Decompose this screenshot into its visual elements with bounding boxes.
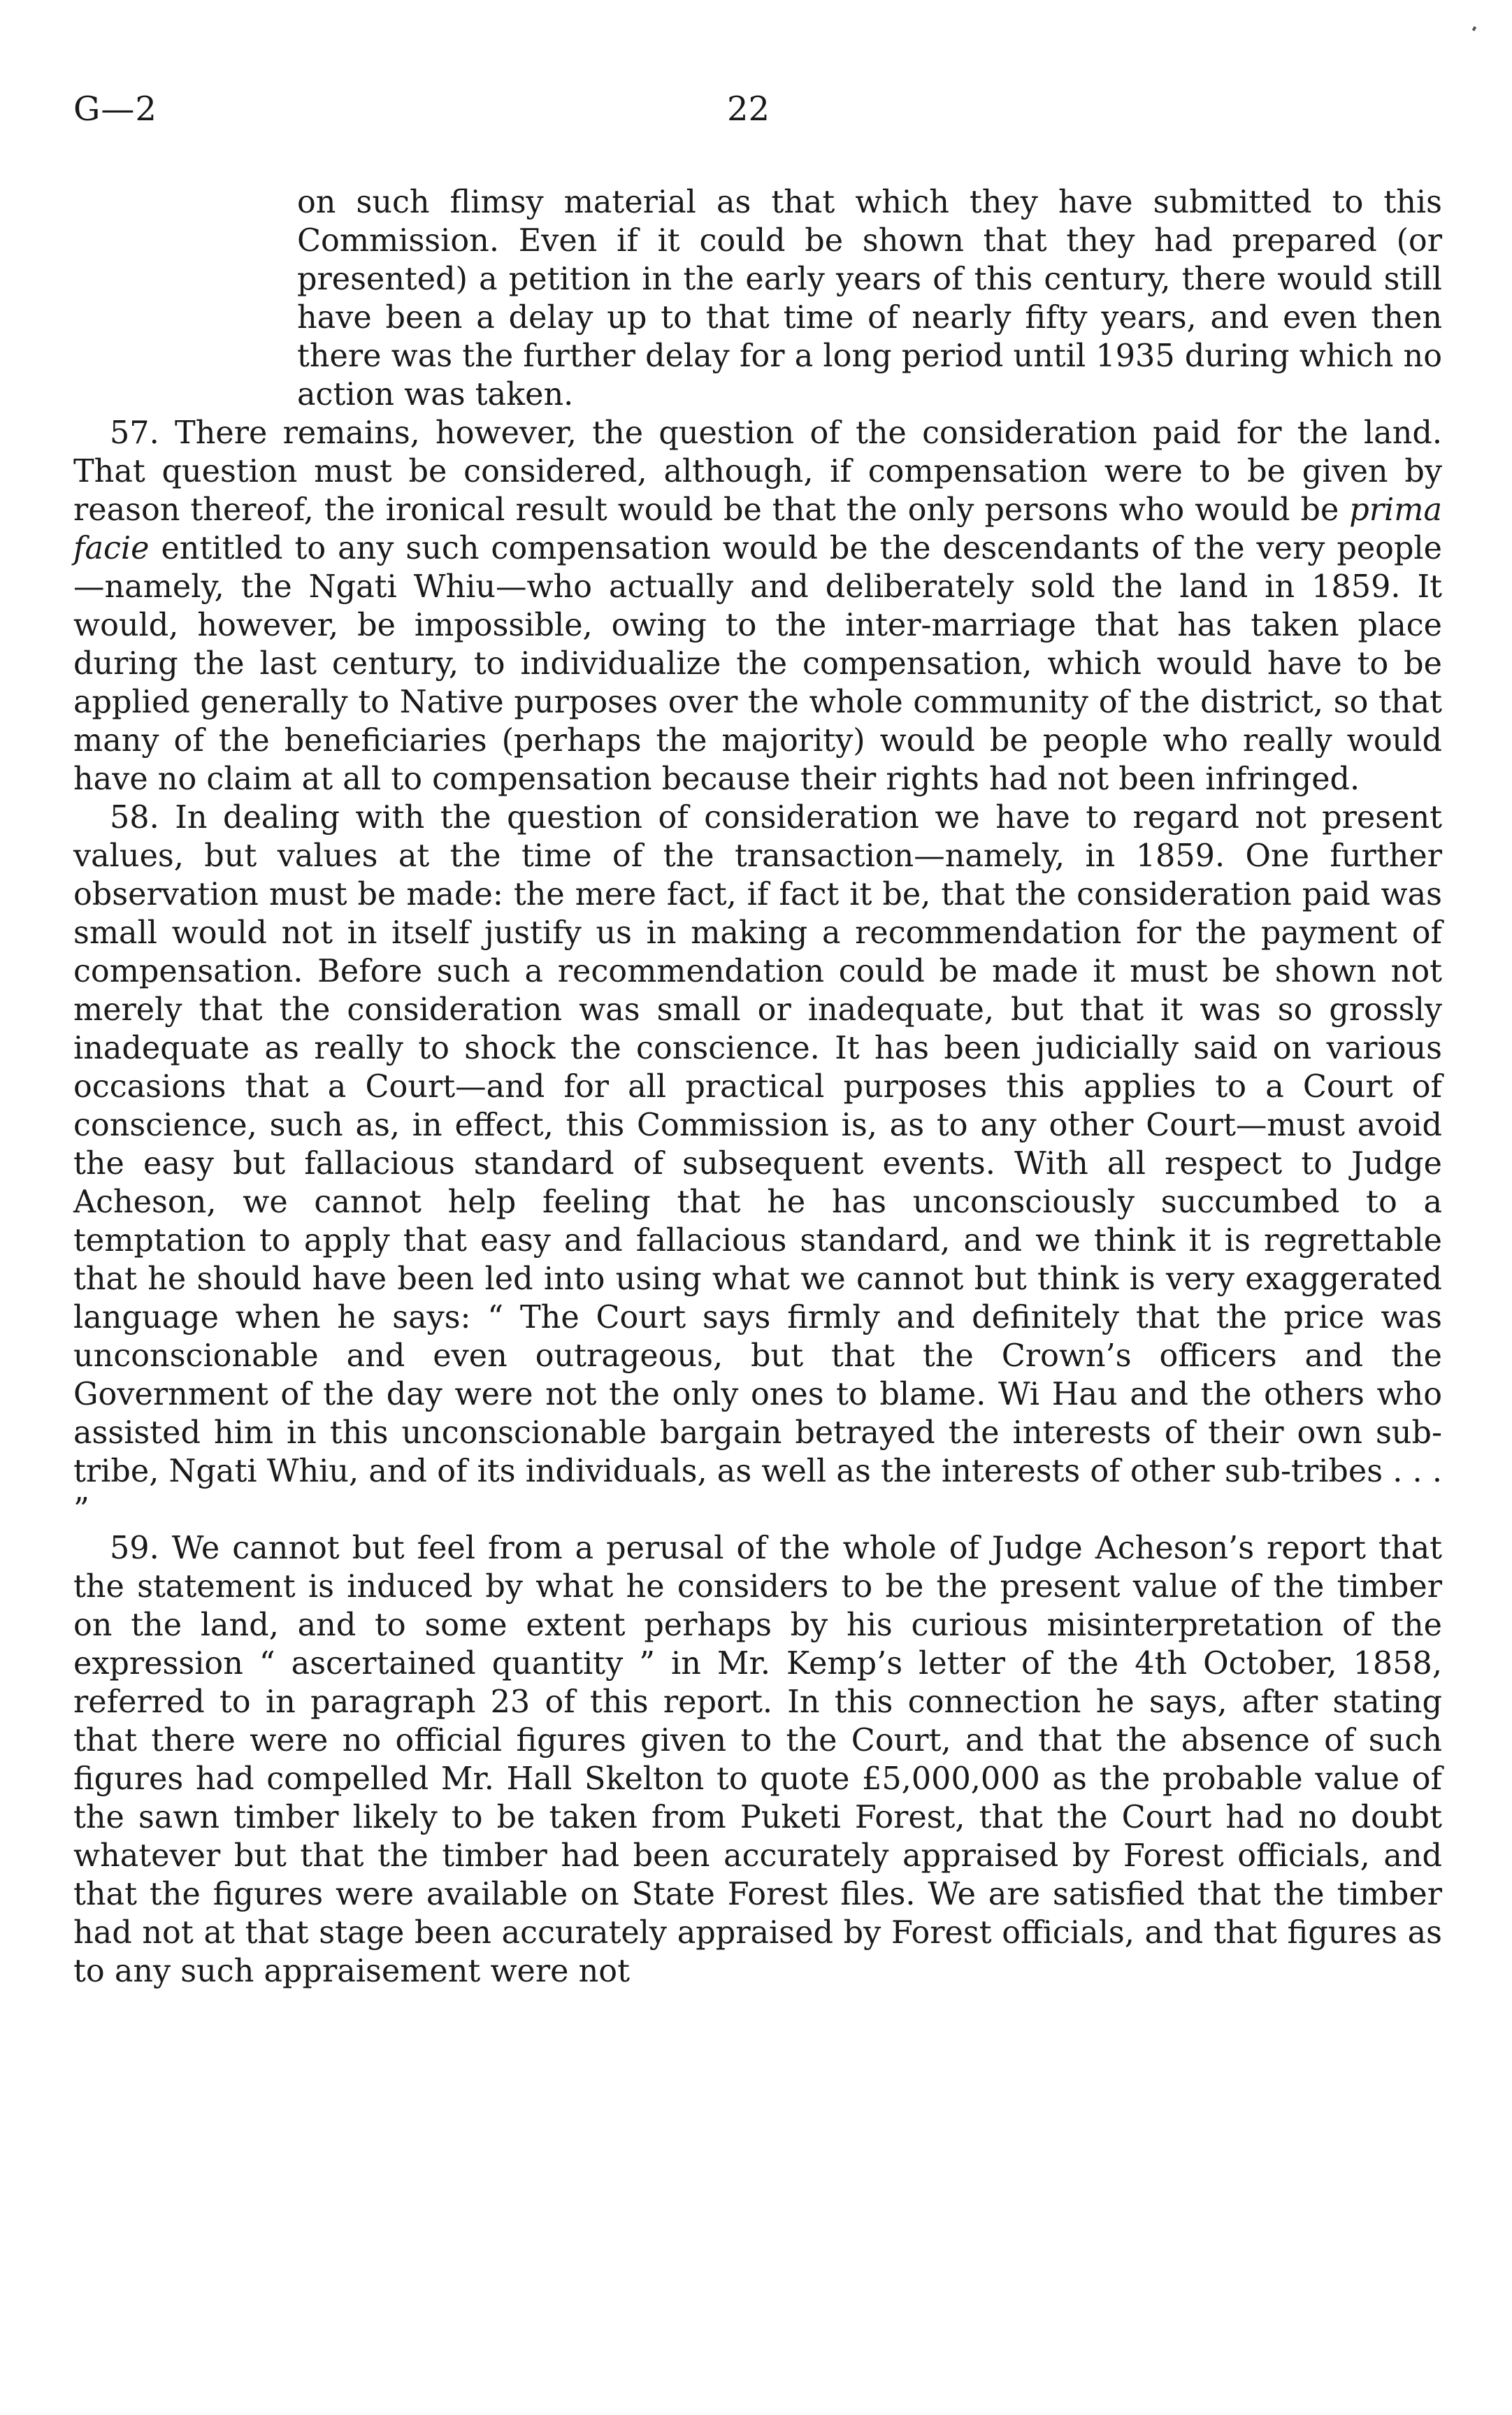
paragraph-number: 58. <box>110 800 159 836</box>
paragraph-text: In dealing with the question of consideration we have to regard not present values, but values at the time of the transaction—namely, in 1859. One further observation must be made: the mere fact, if fact it be, that the consideration paid was small would not in itself justify us in making a recommendation for the payment of compensation. Before such a recommendation could be made it must be shown not merely that the consideration was small or inadequate, but that it was so grossly inadequate as really to shock the conscience. It has been judicially said on various occasions that a Court—and for all practical purposes this applies to a Court of conscience, such as, in effect, this Commission is, as to any other Court—must avoid the easy but fallacious standard of subsequent events. With all respect to Judge Acheson, we cannot help feeling that he has unconsciously succumbed to a temptation to apply that easy and fallacious standard, and we think it is regrettable that he should have been led into using what we cannot but think is very exaggerated language when he says: “ The Court says firmly and definitely that the price was unconscionable and even outrageous, but that the Crown’s officers and the Government of the day were not the only ones to blame. Wi Hau and the others who assisted him in this unconscionable bargain betrayed the interests of their own sub-tribe, Ngati Whiu, and of its individuals, as well as the interests of other sub-tribes . . . ” <box>73 800 1442 1528</box>
page-header <box>73 89 1443 145</box>
page-number: 22 <box>727 89 770 129</box>
paragraph-text-part: entitled to any such compensation would be the descendants of the very people—namely, the Ngati Whiu—who actually and deliberately sold the land in 1859. It would, however, be impossible, owing to the inter-marriage that has taken place during the last century, to individualize the compensation, which would have to be applied generally to Native purposes over the whole community of the district, so that many of the beneficiaries (perhaps the majority) would be people who really would have no claim at all to compensation because their rights had not been infringed. <box>73 531 1442 797</box>
paragraph-number: 59. <box>110 1531 159 1566</box>
paragraph-59 <box>73 1529 1442 1991</box>
margin-mark <box>1472 26 1476 31</box>
paragraph-number: 57. <box>110 415 159 451</box>
paragraph-text-part: There remains, however, the question of the consideration paid for the land. That question must be considered, although, if compensation were to be given by reason thereof, the ironical result would be that the only persons who would be <box>73 415 1442 528</box>
paragraph-57 <box>73 414 1442 798</box>
paragraph-58 <box>73 798 1442 1529</box>
paragraph-text: We cannot but feel from a perusal of the whole of Judge Acheson’s report that the statement is induced by what he considers to be the present value of the timber on the land, and to some extent perhaps by his curious misinterpretation of the expression “ ascertained quantity ” in Mr. Kemp’s letter of the 4th October, 1858, referred to in paragraph 23 of this report. In this connection he says, after stating that there were no official figures given to the Court, and that the absence of such figures had compelled Mr. Hall Skelton to quote £5,000,000 as the probable value of the sawn timber likely to be taken from Puketi Forest, that the Court had no doubt whatever but that the timber had been accurately appraised by Forest officials, and that the figures were available on State Forest files. We are satisfied that the timber had not at that stage been accurately appraised by Forest officials, and that figures as to any such appraisement were not <box>73 1531 1442 1989</box>
italic-phrase: prima facie <box>73 492 1442 566</box>
continuation-paragraph: on such flimsy material as that which they have submitted to this Commission. Even if it could be shown that they had prepared (or presented) a petition in the early years of this century, there would still have been a delay up to that time of nearly fifty years, and even then there was the further delay for a long period until 1935 during which no action was taken. <box>297 185 1442 413</box>
document-reference: G—2 <box>73 89 157 129</box>
body-text <box>73 183 1442 1991</box>
